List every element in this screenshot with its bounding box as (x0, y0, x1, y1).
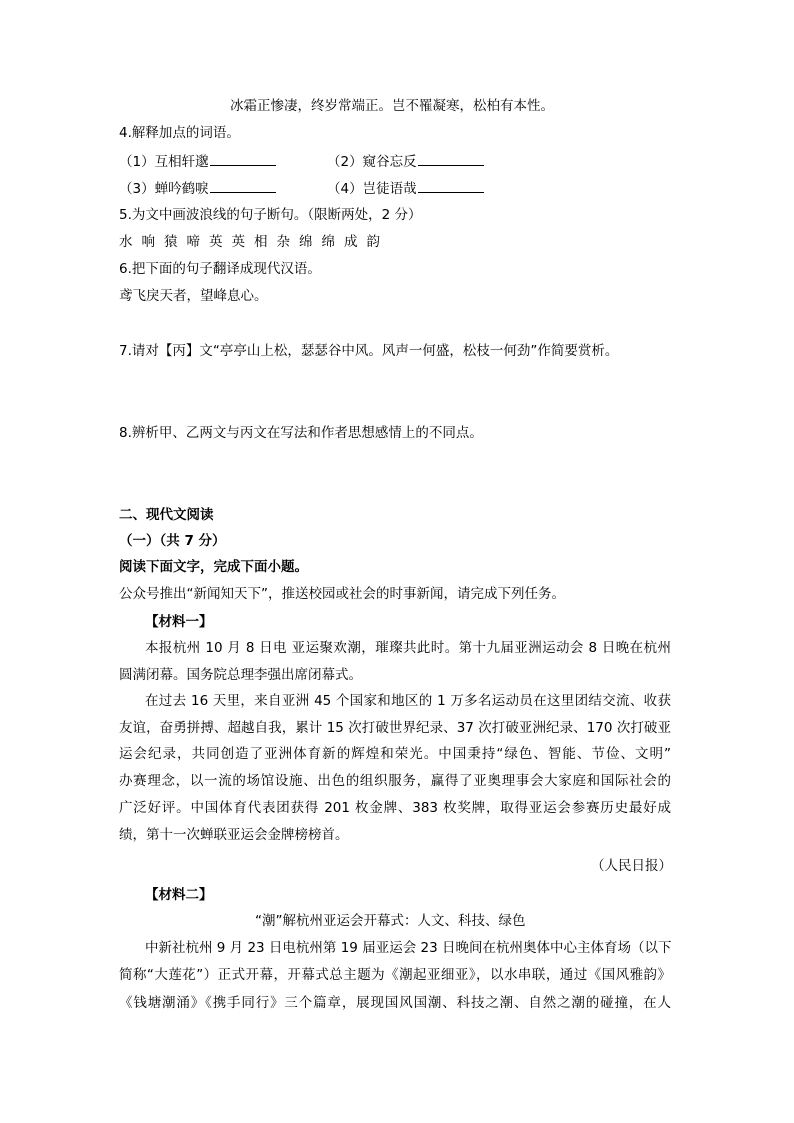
material-2-line: 简称“大莲花”）正式开幕，开幕式总主题为《潮起亚细亚》，以水串联，通过《国风雅韵》 (119, 967, 671, 983)
question-5-title: 5.为文中画波浪线的句子断句。（限断两处，2 分） (119, 207, 422, 223)
material-1-line: 绩，第十一次蝉联亚运会金牌榜榜首。 (119, 827, 349, 843)
question-4-title: 4.解释加点的词语。 (119, 125, 240, 141)
question-4-item-2 (327, 151, 484, 172)
material-1-line: 在过去 16 天里，来自亚洲 45 个国家和地区的 1 万多名运动员在这里团结交流、收获 (145, 693, 671, 709)
poem-line: 冰霜正惨凄，终岁常端正。岂不罹凝寒，松柏有本性。 (230, 98, 554, 114)
material-1-line: 友谊，奋勇拼搏、超越自我，累计 15 次打破世界纪录、37 次打破亚洲纪录、170 次打破亚 (119, 720, 671, 736)
material-2-line: 中新社杭州 9 月 23 日电杭州第 19 届亚运会 23 日晚间在杭州奥体中心主体育场（以下 (145, 940, 672, 956)
question-4-item-3 (119, 178, 276, 199)
q4-item-1-label: （1）互相轩邈 (119, 154, 209, 170)
material-1-label: 【材料一】 (145, 614, 213, 630)
section-2-instruction: 阅读下面文字，完成下面小题。 (119, 559, 308, 575)
material-2-title: “潮”解杭州亚运会开幕式：人文、科技、绿色 (255, 913, 526, 929)
section-2-subtitle: （一）（共 7 分） (119, 533, 226, 549)
answer-blank[interactable] (210, 178, 276, 193)
q4-item-2-label: （2）窥谷忘反 (327, 154, 417, 170)
question-4-item-1 (119, 151, 276, 172)
answer-blank[interactable] (418, 178, 484, 193)
question-6-title: 6.把下面的句子翻译成现代汉语。 (119, 261, 321, 277)
question-7: 7.请对【丙】文“亭亭山上松，瑟瑟谷中风。风声一何盛，松枝一何劲”作简要赏析。 (119, 343, 619, 359)
section-2-title: 二、现代文阅读 (119, 507, 214, 523)
q4-item-4-label: （4）岂徒语哉 (327, 181, 417, 197)
material-1-line: 办赛理念，以一流的场馆设施、出色的组织服务，赢得了亚奥理事会大家庭和国际社会的 (119, 773, 671, 789)
material-1-source: （人民日报） (591, 858, 672, 874)
q4-item-3-label: （3）蝉吟鹤唳 (119, 181, 209, 197)
question-6-sentence: 鸢飞戾天者，望峰息心。 (119, 288, 268, 304)
material-1-line: 圆满闭幕。国务院总理李强出席闭幕式。 (119, 667, 362, 683)
material-1-line: 本报杭州 10 月 8 日电 亚运聚欢潮，璀璨共此时。第十九届亚洲运动会 8 日晚在杭州 (145, 640, 671, 656)
answer-blank[interactable] (210, 151, 276, 166)
question-5-sentence: 水响猿啼英英相杂绵绵成韵 (119, 234, 389, 250)
material-1-line: 广泛好评。中国体育代表团获得 201 枚金牌、383 枚奖牌，取得亚运会参赛历史最好成 (119, 800, 671, 816)
section-2-intro: 公众号推出“新闻知天下”，推送校园或社会的时事新闻，请完成下列任务。 (119, 586, 565, 602)
answer-blank[interactable] (418, 151, 484, 166)
material-1-line: 运会纪录，共同创造了亚洲体育新的辉煌和荣光。中国秉持“绿色、智能、节俭、文明” (119, 746, 671, 762)
question-8: 8.辨析甲、乙两文与丙文在写法和作者思想感情上的不同点。 (119, 425, 483, 441)
material-2-line: 《钱塘潮涌》《携手同行》三个篇章，展现国风国潮、科技之潮、自然之潮的碰撞，在人 (119, 995, 671, 1011)
material-2-label: 【材料二】 (145, 887, 213, 903)
question-4-item-4 (327, 178, 484, 199)
